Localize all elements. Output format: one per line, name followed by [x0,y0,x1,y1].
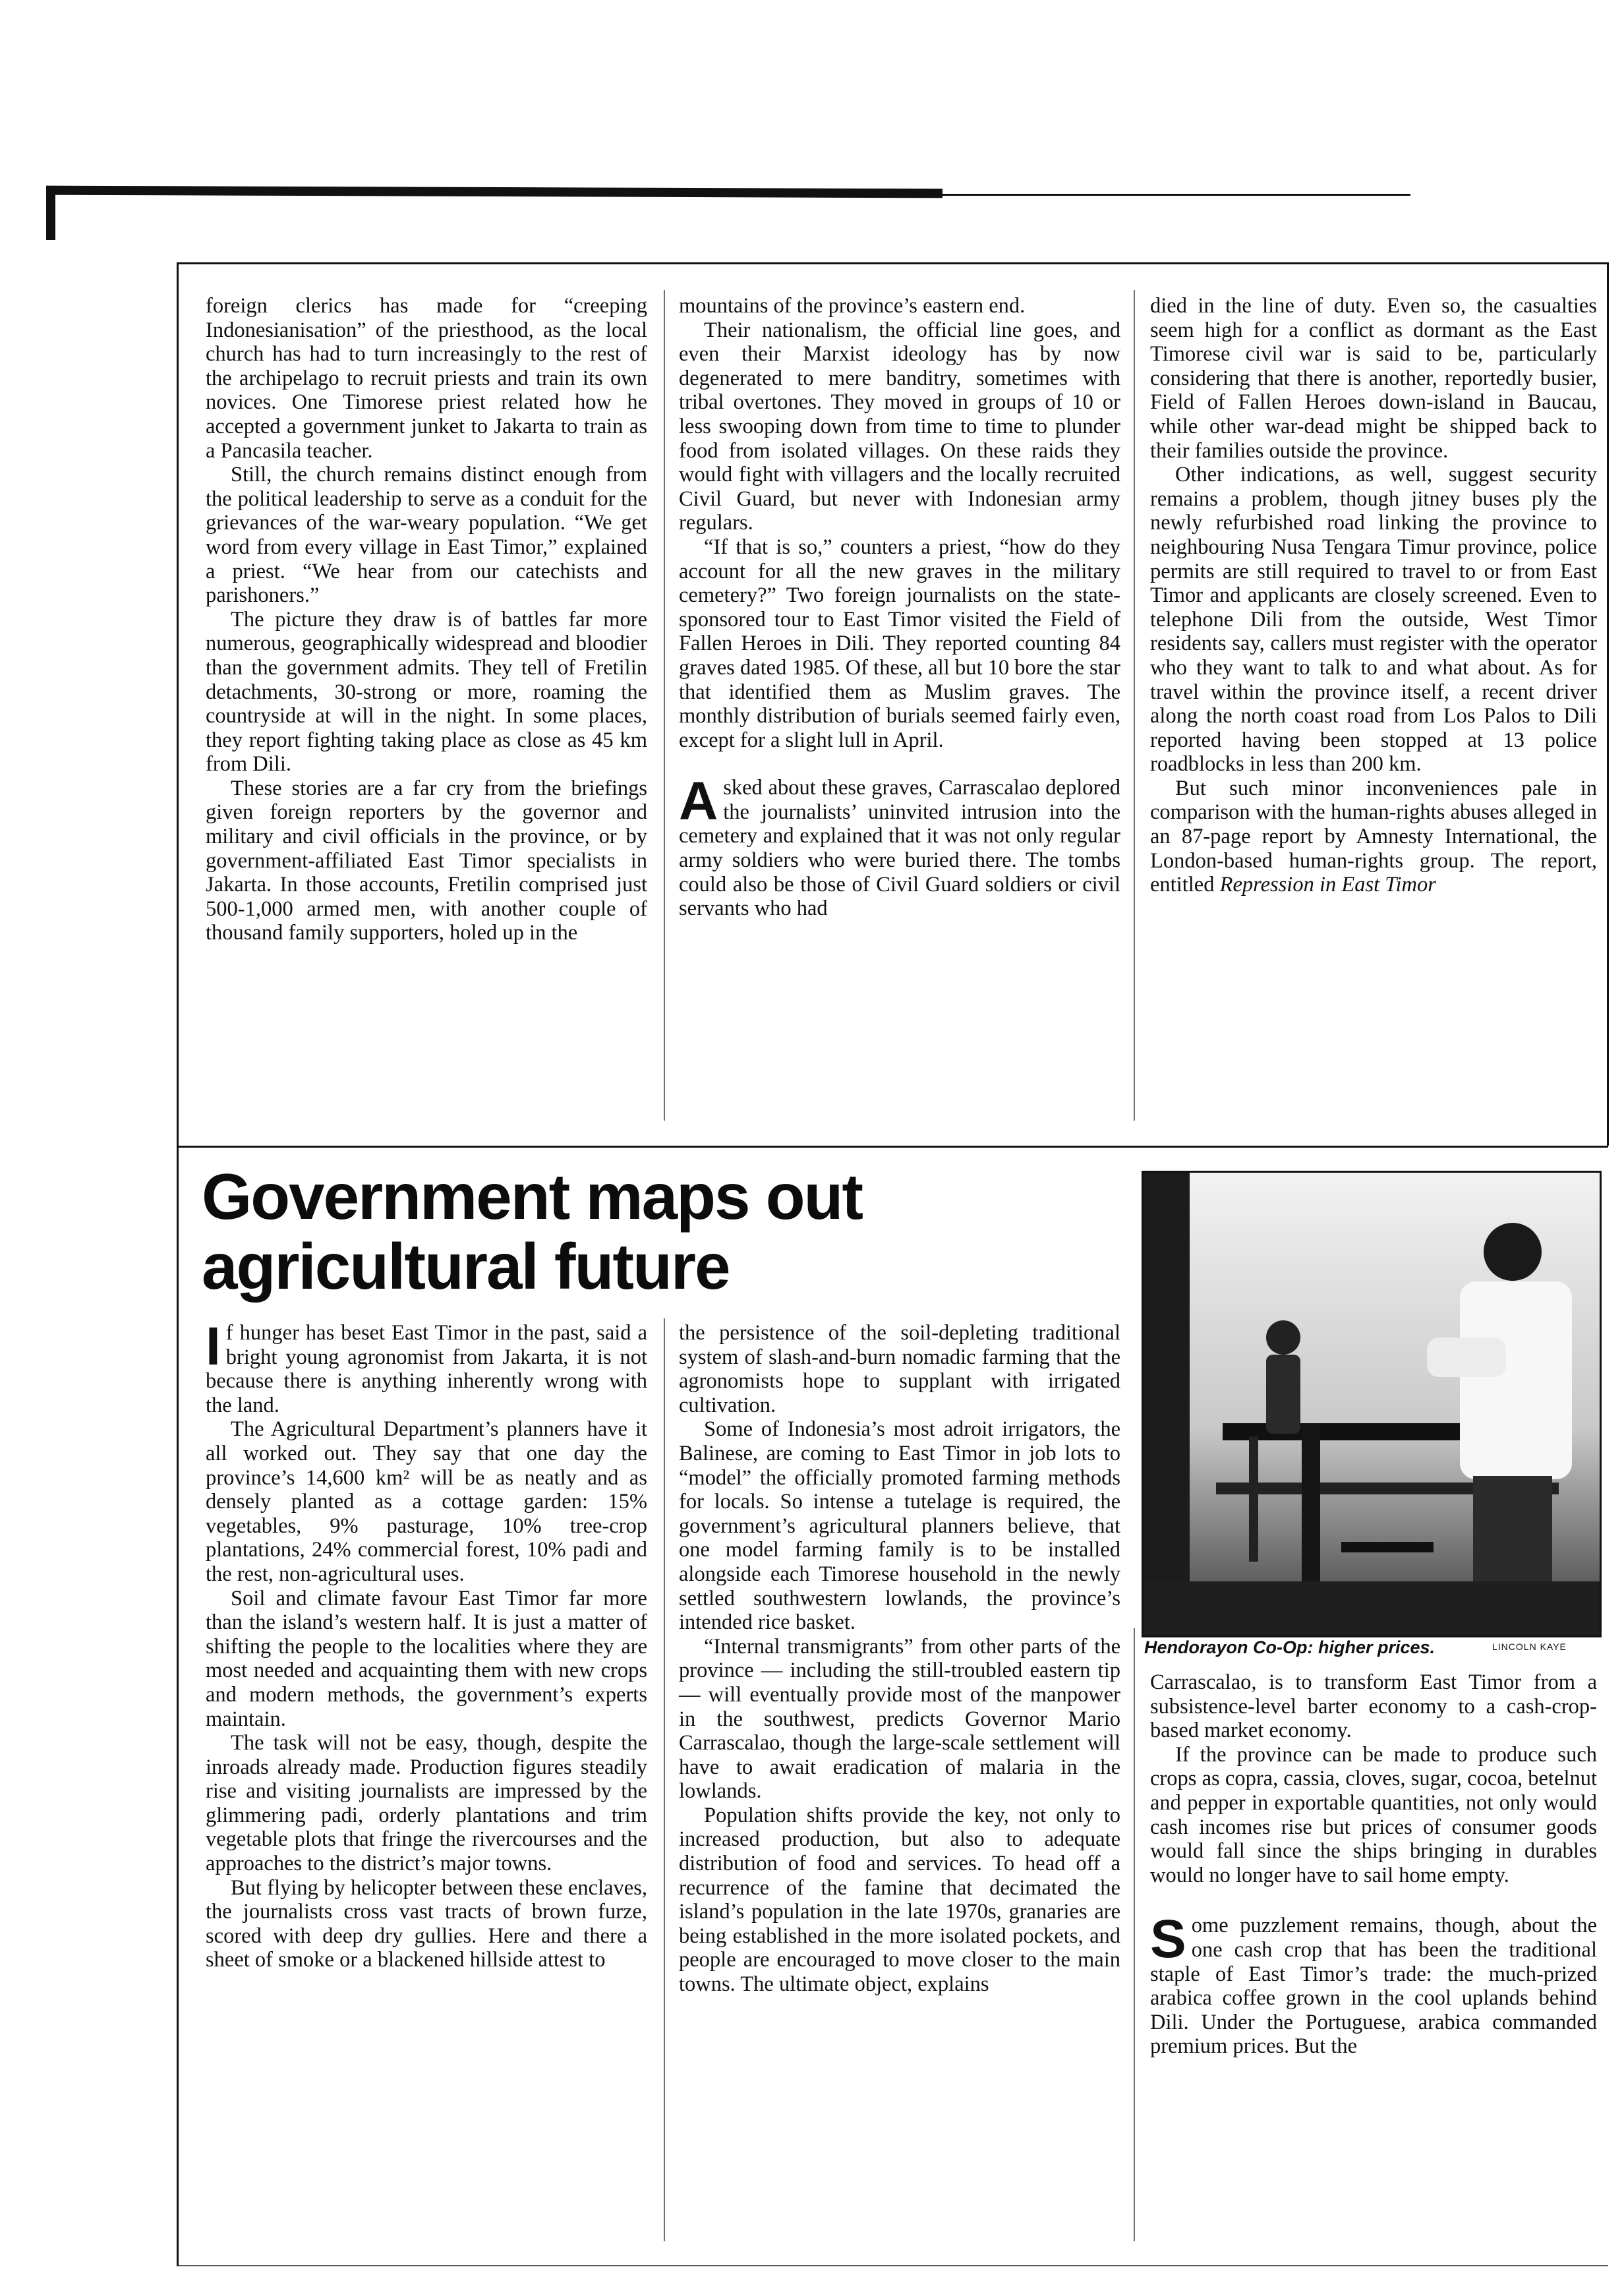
paragraph-text: f hunger has beset East Timor in the past, said a bright young agronomist from Jakarta, it is not because there is anything inherently wrong with the land. [206,1321,647,1417]
bottom-article-column-3 [1150,1670,1597,2059]
photo-credit: LINCOLN KAYE [1492,1641,1567,1652]
paragraph: The Agricultural Department’s planners have it all worked out. They say that one day the province’s 14,600 km² will be as neatly and as densely planted as a cottage garden: 15% vegetables, 9% pasturage, 10% tree-crop plantations, 24% commercial forest, 10% padi and the rest, non-agricultural uses. [206,1417,647,1586]
top-rule-thin-extension [936,194,1410,196]
headline-line-2: agricultural future [202,1230,730,1303]
dropcap-paragraph [206,1316,647,1417]
dropcap-paragraph [679,771,1120,921]
paragraph: Carrascalao, is to transform East Timor from a subsistence-level barter economy to a cash-crop-based market economy. [1150,1670,1597,1743]
photo-caption: Hendorayon Co-Op: higher prices. [1144,1637,1436,1657]
bottom-col-separator-1 [664,1318,665,2241]
article-frame-right [1607,262,1609,1146]
paragraph [1150,777,1597,897]
bottom-col-separator-2 [1134,1628,1135,2241]
paragraph: mountains of the province’s eastern end. [679,294,1026,318]
report-title: Repression in East Timor [1219,873,1436,897]
article-frame-top [177,262,1608,264]
top-col-separator-2 [1134,290,1135,1121]
paragraph: “Internal transmigrants” from other parts of the province — including the still-troubled eastern tip — will eventually provide most of the manpower in the southwest, predicts Governor Mario Carrascalao, though the large-scale settlement will have to await eradication of malaria in the lowlands. [679,1634,1120,1804]
paragraph: Soil and climate favour East Timor far more than the island’s western half. It is just a matter of shifting the people to the localities where they are most needed and acquainting them with new crops and modern methods, the government’s experts maintain. [206,1586,647,1731]
drop-cap: S [1150,1909,1186,1970]
photo-illustration [1144,1173,1600,1635]
top-article-column-1 [206,294,647,945]
paragraph: These stories are a far cry from the briefings given foreign reporters by the governor and military and civil officials in the province, or by government-affiliated East Timor specialists in Jakarta. In those accounts, Fretilin comprised just 500-1,000 armed men, with another couple of thousand family supporters, holed up in the [206,776,647,945]
top-article-column-3 [1150,294,1597,897]
paragraph: Their nationalism, the official line goes, and even their Marxist ideology has by now degenerated to mere banditry, sometimes with tribal overtones. They moved in groups of 10 or less swooping down from time to time to plunder food from isolated villages. On these raids they would fight with villagers and the locally recruited Civil Guard, but never with Indonesian army regulars. [679,318,1120,535]
paragraph: Still, the church remains distinct enough from the political leadership to serve as a conduit for the grievances of the war-weary population. “We get word from every village in East Timor,” explained a priest. “We hear from our catechists and parishoners.” [206,463,647,608]
drop-cap: I [206,1316,221,1376]
drop-cap: A [679,771,718,832]
paragraph-text: But such minor inconveniences pale in comparison with the human-rights abuses alleged in an 87-page report by Amnesty International, the London-based human-rights group. The report, entitled [1150,776,1597,897]
top-col-separator-1 [664,290,665,1121]
bottom-article-column-1 [206,1316,647,1972]
paragraph: If the province can be made to produce such crops as copra, cassia, cloves, sugar, cocoa, betelnut and pepper in exportable quantities, not only would cash incomes rise but prices of consumer goods would fall since the ships bringing in durables would no longer have to sail home empty. [1150,1742,1597,1887]
news-photo [1142,1171,1602,1637]
top-corner-rule-horizontal [46,186,942,198]
bottom-article-column-2 [679,1321,1120,1997]
top-corner-rule-vertical [46,187,55,240]
paragraph: “If that is so,” counters a priest, “how do they account for all the new graves in the military cemetery?” Two foreign journalists on the state-sponsored tour to East Timor visited the Field of Fallen Heroes in Dili. They reported counting 84 graves dated 1985. Of these, all but 10 bore the star that identified them as Muslim graves. The monthly distribution of burials seemed fairly even, except for a slight lull in April. [679,535,1120,752]
paragraph: Population shifts provide the key, not only to increased production, but also to adequate distribution of food and services. To head off a recurrence of the famine that decimated the island’s population in the late 1970s, granaries are being established in the more isolated pockets, and people are encouraged to move closer to the main towns. The ultimate object, explains [679,1803,1120,1997]
page-bottom-rule [177,2265,1608,2266]
paragraph: But flying by helicopter between these enclaves, the journalists cross vast tracts of brown furze, scored with deep dry gullies. Here and there a sheet of smoke or a blackened hillside attest to [206,1875,647,1972]
headline [202,1162,1111,1301]
dropcap-paragraph [1150,1909,1597,2059]
paragraph: foreign clerics has made for “creeping Indonesianisation” of the priesthood, as the local church has had to turn increasingly to the rest of the archipelago to recruit priests and train its own novices. One Timorese priest related how he accepted a government junket to Jakarta to train as a Pancasila teacher. [206,294,647,463]
paragraph-text: sked about these graves, Carrascalao deplored the journalists’ uninvited intrusion into the cemetery and explained that it was not only regular army soldiers who were buried there. The tombs could also be those of Civil Guard soldiers or civil servants who had [679,776,1120,921]
paragraph: Some of Indonesia’s most adroit irrigators, the Balinese, are coming to East Timor in job lots to “model” the officially promoted farming methods for locals. So intense a tutelage is required, the government’s agricultural planners believe, that one model farming family is to be installed alongside each Timorese household in the newly settled southwestern lowlands, the province’s intended rice basket. [679,1417,1120,1635]
paragraph: Other indications, as well, suggest security remains a problem, though jitney buses ply the newly refurbished road linking the province to neighbouring Nusa Tengara Timur province, police permits are still required to travel to or from East Timor and applicants are closely screened. Even to telephone Dili from the outside, West Timor residents say, callers must register with the operator who they want to talk to and what about. As for travel within the province itself, a recent driver along the north coast road from Los Palos to Dili reported having been stopped at 13 police roadblocks in less than 200 km. [1150,463,1597,777]
article-divider [177,1146,1608,1148]
paragraph: died in the line of duty. Even so, the casualties seem high for a conflict as dormant as the East Timorese civil war is said to be, particularly considering that there is another, reportedly busier, Field of Fallen Heroes down-island in Baucau, while other war-dead might be shipped back to their families outside the province. [1150,294,1597,463]
top-article-column-2 [679,294,1120,921]
article-frame-left [177,262,179,2266]
paragraph: The task will not be easy, though, despite the inroads already made. Production figures steadily rise and visiting journalists are impressed by the glimmering padi, orderly plantations and trim vegetable plots that fringe the rivercourses and the approaches to the district’s major towns. [206,1731,647,1876]
headline-line-1: Government maps out [202,1160,863,1233]
paragraph: The picture they draw is of battles far more numerous, geographically widespread and bloodier than the government admits. They tell of Fretilin detachments, 30-strong or more, roaming the countryside at will in the night. In some places, they report fighting taking place as close as 45 km from Dili. [206,607,647,777]
paragraph: the persistence of the soil-depleting traditional system of slash-and-burn nomadic farming that the agronomists hope to supplant with irrigated cultivation. [679,1321,1120,1417]
paragraph-text: ome puzzlement remains, though, about the one cash crop that has been the traditional staple of East Timor’s trade: the much-prized arabica coffee grown in the cool uplands behind Dili. Under the Portuguese, arabica commanded premium prices. But the [1150,1914,1597,2059]
